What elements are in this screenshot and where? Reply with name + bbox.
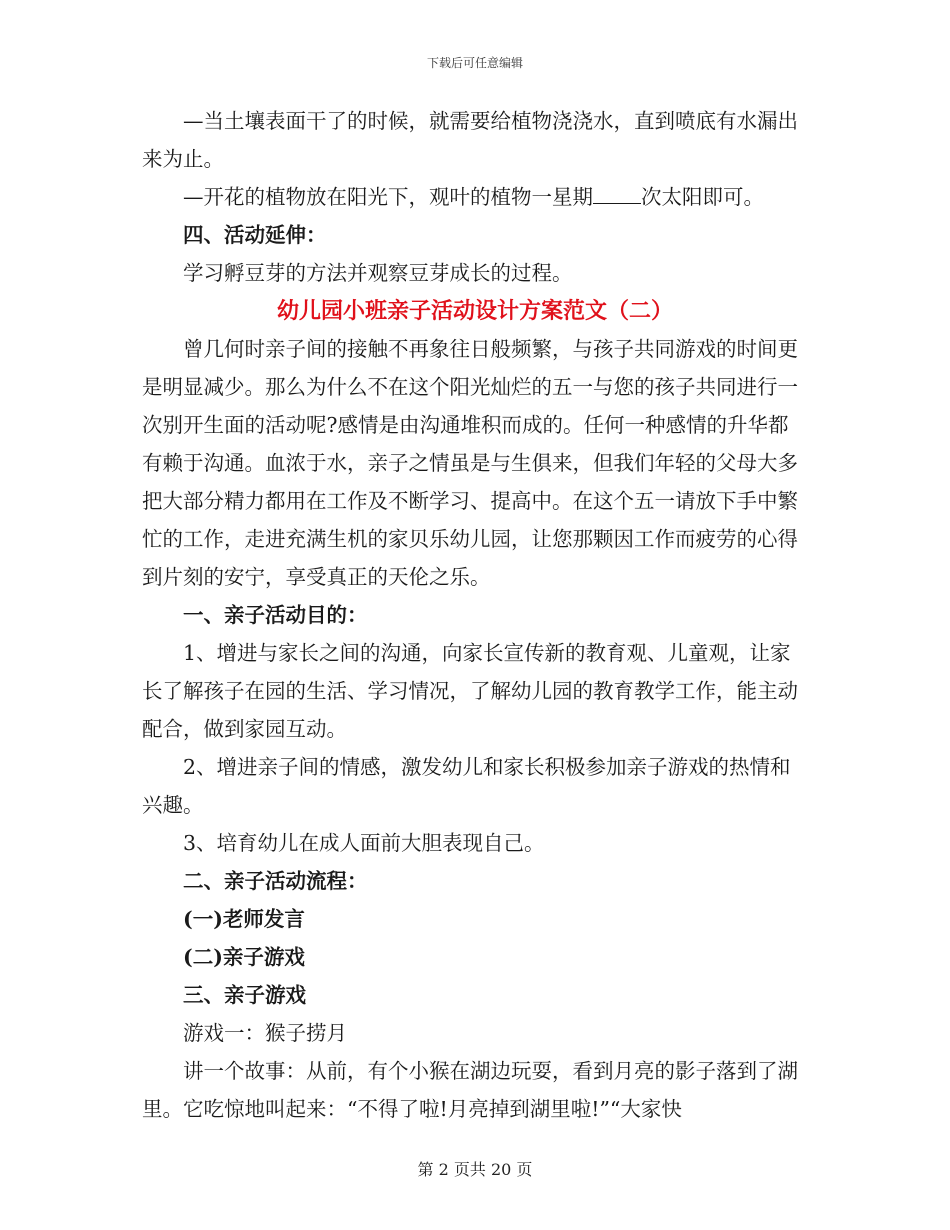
- game-title-1: 游戏一：猴子捞月: [183, 1021, 347, 1045]
- flow-item-1: (一)老师发言: [183, 907, 305, 931]
- story-paragraph: 讲一个故事：从前，有个小猴在湖边玩耍，看到月亮的影子落到了湖里。它吃惊地叫起来：“不得了啦!月亮掉到湖里啦!”“大家快: [142, 1059, 798, 1121]
- watering-instruction: —当土壤表面干了的时候，就需要给植物浇浇水，直到喷底有水漏出来为止。: [142, 109, 798, 171]
- document-title: 幼儿园小班亲子活动设计方案范文（二）: [276, 298, 673, 324]
- section-heading-games: 三、亲子游戏: [183, 983, 306, 1007]
- section-heading-goals: 一、亲子活动目的：: [183, 603, 368, 627]
- page-footer: 第 2 页共 20 页: [417, 1160, 533, 1179]
- flow-item-2: (二)亲子游戏: [183, 945, 305, 969]
- intro-paragraph: 曾几何时亲子间的接触不再象往日般频繁，与孩子共同游戏的时间更是明显减少。那么为什么不在这个阳光灿烂的五一与您的孩子共同进行一次别开生面的活动呢?感情是由沟通堆积而成的。任何一种感情的升华都有赖于沟通。血浓于水，亲子之情虽是与生俱来，但我们年轻的父母大多把大部分精力都用在工作及不断学习、提高中。在这个五一请放下手中繁忙的工作，走进充满生机的家贝乐幼儿园，让您那颗因工作而疲劳的心得到片刻的安宁，享受真正的天伦之乐。: [142, 337, 798, 589]
- goal-item-1: 1、增进与家长之间的沟通，向家长宣传新的教育观、儿童观，让家长了解孩子在园的生活、学习情况，了解幼儿园的教育教学工作，能主动配合，做到家园互动。: [142, 641, 798, 741]
- section-heading-flow: 二、亲子活动流程：: [183, 869, 368, 893]
- sunlight-text-before: —开花的植物放在阳光下，观叶的植物一星期: [183, 185, 593, 209]
- extension-text: 学习孵豆芽的方法并观察豆芽成长的过程。: [183, 261, 573, 285]
- page-header: 下载后可任意编辑: [426, 56, 523, 70]
- goal-item-3: 3、培育幼儿在成人面前大胆表现自己。: [183, 831, 545, 855]
- sunlight-text-after: 次太阳即可。: [641, 185, 764, 209]
- sunlight-instruction: [142, 178, 808, 216]
- goal-item-2: 2、增进亲子间的情感，激发幼儿和家长积极参加亲子游戏的热情和兴趣。: [142, 755, 791, 817]
- fill-blank: [593, 183, 641, 204]
- section-heading-extension: 四、活动延伸：: [183, 223, 327, 247]
- document-body: [142, 102, 808, 1128]
